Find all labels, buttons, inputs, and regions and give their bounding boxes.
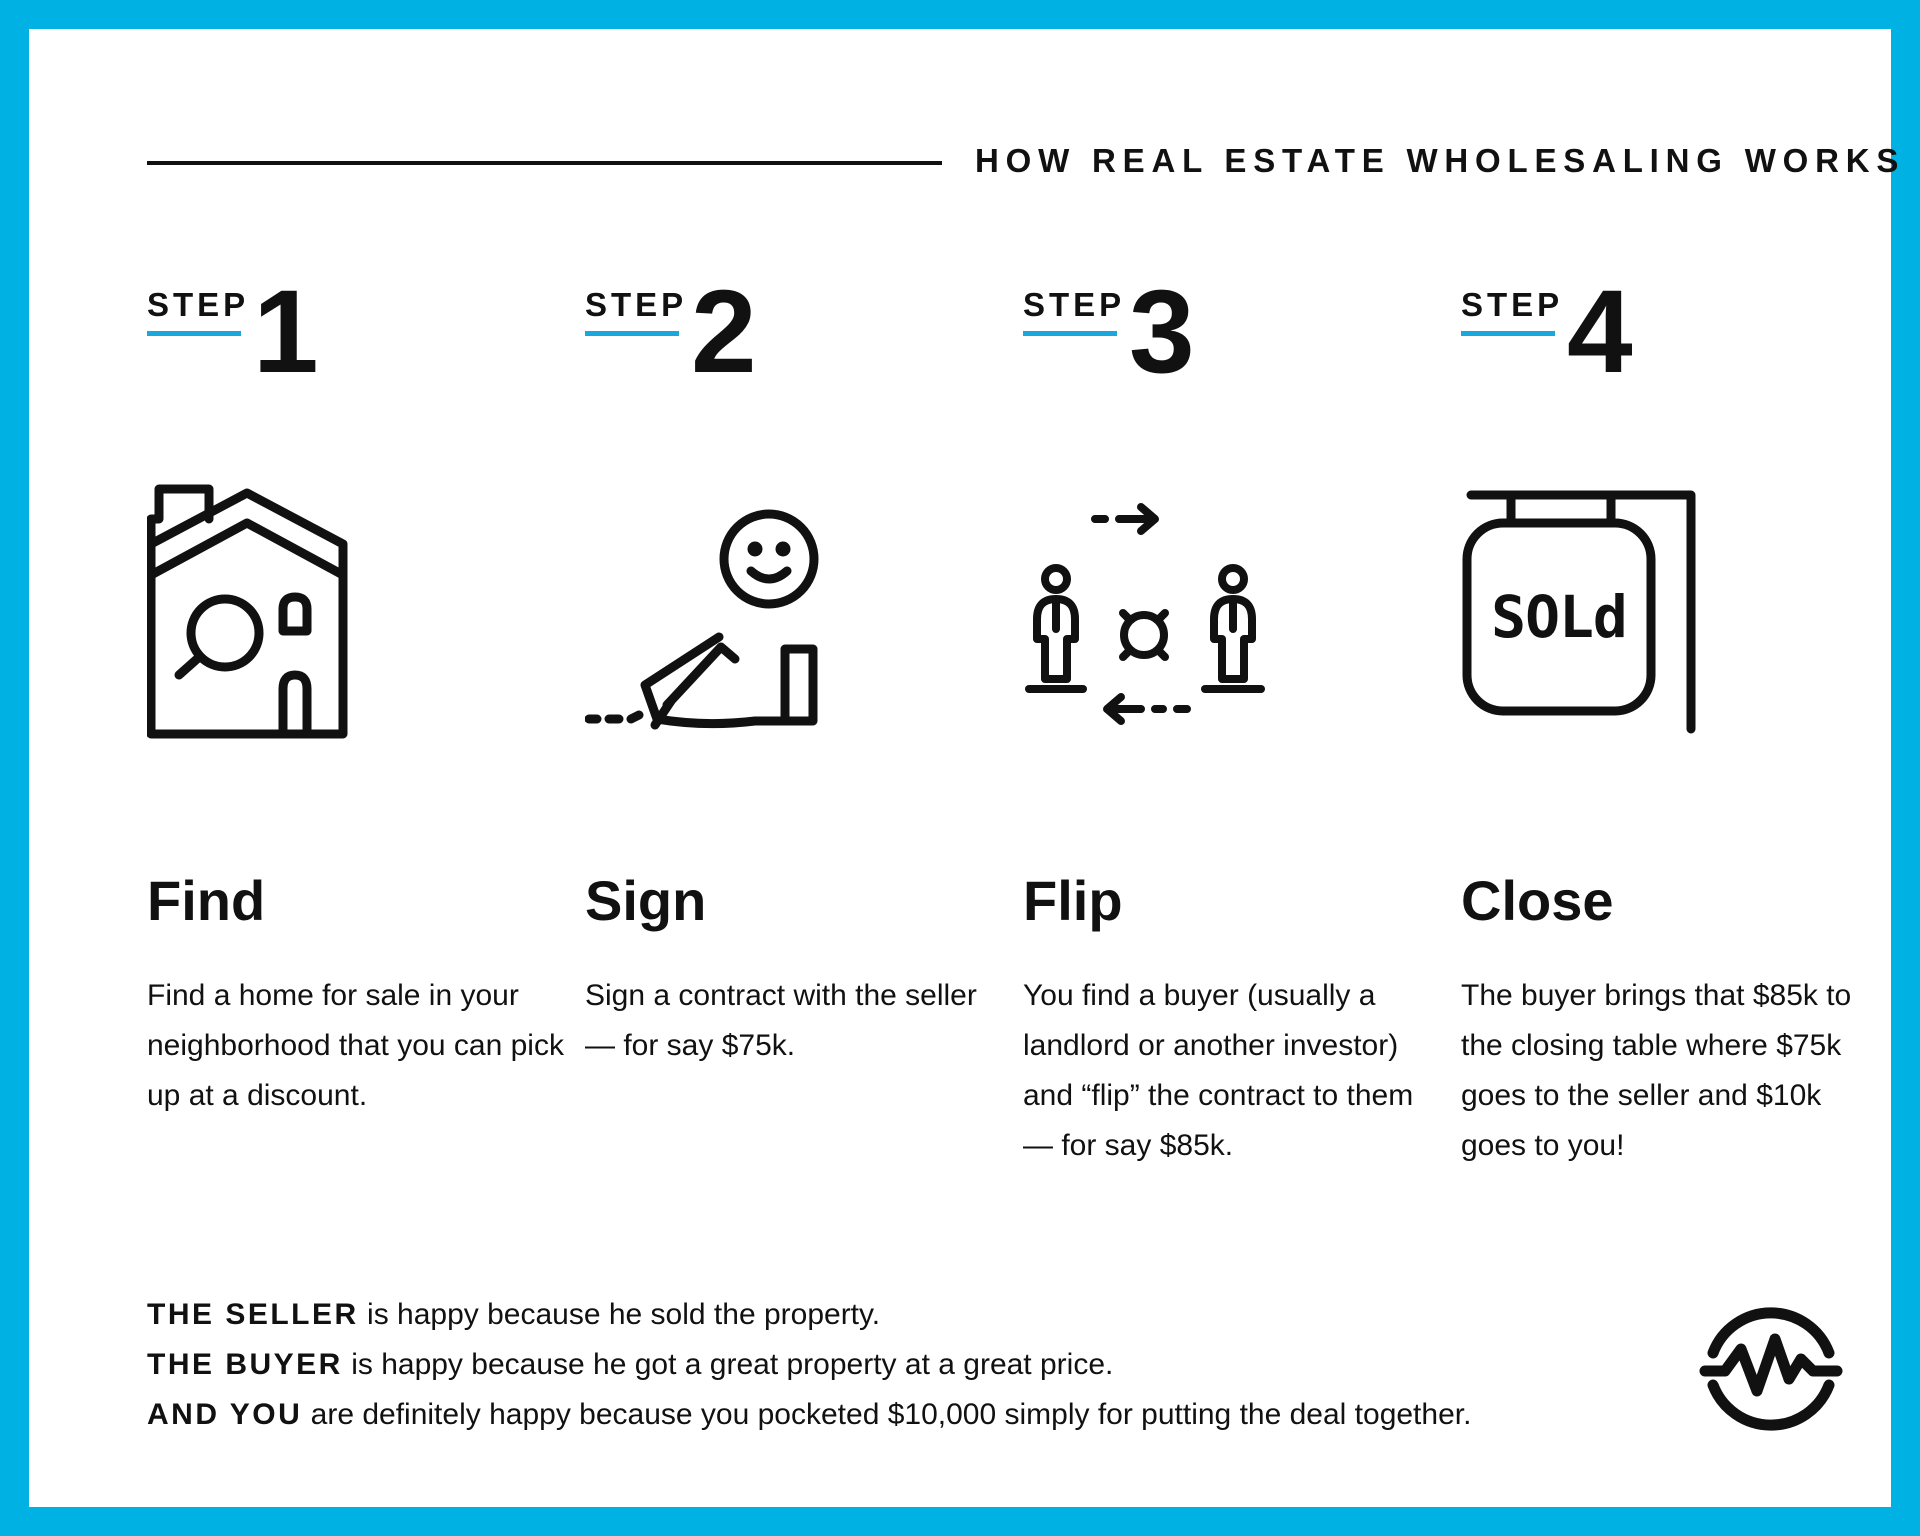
handshake-sign-icon xyxy=(585,479,845,759)
step-title: Flip xyxy=(1023,869,1123,932)
step-number: 3 xyxy=(1129,266,1195,398)
footer-line-text: are definitely happy because you pocketed $10,000 simply for putting the deal together. xyxy=(302,1398,1472,1431)
exchange-people-icon xyxy=(1023,479,1283,759)
step-1 xyxy=(147,266,567,1179)
wave-logo-icon xyxy=(1697,1291,1845,1439)
sold-sign-text: SOLd xyxy=(1491,583,1627,651)
footer-line-seller xyxy=(147,1290,1471,1340)
step-label: STEP xyxy=(585,286,688,323)
footer-line-bold: THE SELLER xyxy=(147,1298,359,1331)
footer-line-you xyxy=(147,1390,1471,1440)
footer-line-text: is happy because he sold the property. xyxy=(358,1298,881,1331)
step-underline xyxy=(1461,331,1555,336)
step-description: You find a buyer (usually a landlord or another investor) and “flip” the contract to them — for say $85k. xyxy=(1023,979,1414,1162)
step-label: STEP xyxy=(1023,286,1126,323)
step-underline xyxy=(585,331,679,336)
page-title: HOW REAL ESTATE WHOLESALING WORKS xyxy=(975,142,1906,179)
step-number: 4 xyxy=(1567,266,1633,398)
footer-line-bold: THE BUYER xyxy=(147,1348,343,1381)
step-description: The buyer brings that $85k to the closing table where $75k goes to the seller and $10k goes to you! xyxy=(1461,979,1852,1162)
footer-summary xyxy=(147,1290,1471,1440)
step-4 xyxy=(1461,266,1881,1179)
footer-line-bold: AND YOU xyxy=(147,1398,303,1431)
step-3 xyxy=(1023,266,1443,1179)
step-description: Find a home for sale in your neighborhood that you can pick up at a discount. xyxy=(147,979,564,1112)
house-search-icon xyxy=(147,479,407,759)
footer-line-buyer xyxy=(147,1340,1471,1390)
step-2 xyxy=(585,266,1005,1179)
sold-sign-icon xyxy=(1461,479,1721,759)
step-number: 2 xyxy=(691,266,757,398)
step-number: 1 xyxy=(253,266,319,398)
step-description: Sign a contract with the seller — for say $75k. xyxy=(585,979,977,1062)
step-title: Sign xyxy=(585,869,707,932)
step-underline xyxy=(147,331,241,336)
footer-line-text: is happy because he got a great property at a great price. xyxy=(342,1348,1114,1381)
step-title: Close xyxy=(1461,869,1614,932)
step-label: STEP xyxy=(147,286,250,323)
step-title: Find xyxy=(147,869,266,932)
step-underline xyxy=(1023,331,1117,336)
header-rule xyxy=(147,161,942,165)
step-label: STEP xyxy=(1461,286,1564,323)
infographic-card xyxy=(29,29,1906,1507)
